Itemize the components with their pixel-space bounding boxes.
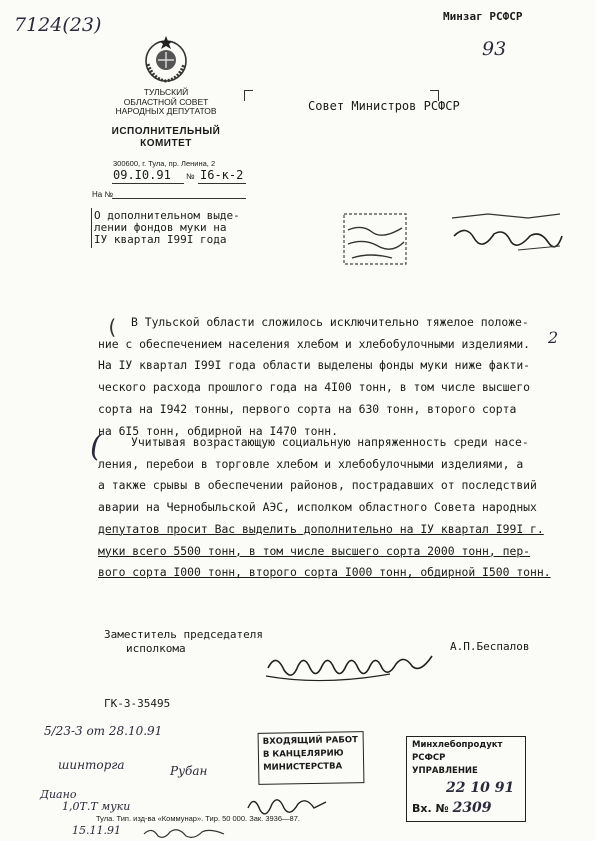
- body-line: На IУ квартал I99I года области выделены фонды муки ниже факти-: [98, 358, 531, 373]
- body-line: на 6I5 тонн, обдирной на I470 тонн.: [98, 423, 339, 438]
- body-line: ческого расхода прошлого года на 4I00 тонн, в том числе высшего: [98, 380, 531, 395]
- issuer-organization: [106, 88, 226, 117]
- subject-line: IУ квартал I99I года: [94, 233, 227, 246]
- number-prefix: №: [186, 172, 195, 181]
- committee-line: КОМИТЕТ: [140, 138, 192, 149]
- recipient: Совет Министров РСФСР: [308, 99, 460, 113]
- handwritten-note: шинторга: [58, 758, 125, 772]
- faded-stamp-scribble: [342, 210, 410, 270]
- document-number: I6-к-2: [200, 168, 244, 182]
- issuer-address: 300600, г. Тула, пр. Ленина, 2: [113, 159, 216, 168]
- reference-line: [112, 198, 246, 199]
- margin-bracket-paragraph2: (: [90, 429, 102, 464]
- coat-of-arms-emblem: [143, 34, 189, 84]
- page-number-handwritten: 93: [482, 38, 507, 60]
- margin-mark-paragraph1: (: [106, 315, 119, 339]
- body-line: Учитывая возрастающую социальную напряженность среди насе-: [131, 435, 529, 449]
- signatory-title: [104, 628, 263, 656]
- executive-committee-heading: [106, 126, 226, 150]
- subject-line: лении фондов муки на: [94, 221, 227, 234]
- stamp-date-handwritten: 22 10 91: [446, 780, 515, 796]
- handwritten-note: 5/23-3 от 28.10.91: [44, 724, 163, 738]
- recipient-corner-mark: [244, 90, 253, 101]
- signatory-title-line: Заместитель председателя: [104, 628, 263, 641]
- stamp-line: УПРАВЛЕНИЕ: [412, 766, 478, 776]
- body-line: ние с обеспечением населения хлебом и хлебобулочными изделиями.: [98, 336, 531, 351]
- body-line-underlined: вого сорта I000 тонн, второго сорта I000 тонн, обдирной I500 тонн.: [98, 565, 551, 580]
- stamp-line: В КАНЦЕЛЯРИЮ: [262, 748, 344, 760]
- stamp-line: ВХОДЯЩИЙ РАБОТ: [262, 735, 358, 747]
- registry-stamp: [406, 736, 526, 822]
- handwritten-bottom-scribble: [140, 824, 230, 840]
- date-underline: [112, 183, 184, 184]
- issuer-org-line: ТУЛЬСКИЙ: [143, 87, 189, 97]
- body-line: сорта на I942 тонны, первого сорта на 630 тонн, второго сорта: [98, 401, 517, 416]
- signature-scribble: [262, 642, 442, 690]
- stamp-incoming-label: Вх. №: [412, 802, 449, 815]
- handwritten-note: 1,0Т.Т муки: [62, 800, 131, 813]
- document-date: 09.I0.91: [113, 168, 171, 182]
- body-line-underlined: депутатов просит Вас выделить дополнительно на IУ квартал I99I г.: [98, 521, 544, 536]
- number-underline: [198, 183, 246, 184]
- body-paragraph-2: [98, 432, 551, 584]
- body-line: В Тульской области сложилось исключительно тяжелое положе-: [131, 315, 529, 329]
- body-line: аварии на Чернобыльской АЭС, исполком областного Совета народных: [98, 500, 537, 515]
- signatory-name: А.П.Беспалов: [450, 640, 530, 653]
- handwritten-note: Диано: [40, 788, 77, 801]
- stamp-incoming-number: 2309: [452, 800, 492, 816]
- handwritten-resolution-scribble: [448, 206, 566, 254]
- reference-label: На №: [92, 190, 114, 199]
- stamp-line: МИНИСТЕРСТВА: [263, 761, 343, 773]
- body-line: а также срывы в обеспечении районов, пострадавших от последствий: [98, 478, 537, 493]
- handwritten-note: Рубан: [170, 764, 208, 778]
- chancellery-stamp: [258, 731, 365, 785]
- reference-code: ГК-3-35495: [104, 697, 171, 710]
- issuer-org-line: ОБЛАСТНОЙ СОВЕТ: [123, 96, 209, 107]
- margin-mark-two: 2: [548, 328, 559, 347]
- issuer-org-line: НАРОДНЫХ ДЕПУТАТОВ: [115, 106, 217, 116]
- body-line: ления, перебои в торговле хлебом и хлебобулочными изделиями, а: [98, 456, 524, 471]
- subject: [94, 210, 240, 246]
- subject-line: О дополнительном выде-: [94, 209, 240, 222]
- signatory-title-line: исполкома: [126, 642, 186, 655]
- handwritten-note: 15.11.91: [72, 824, 121, 837]
- committee-line: ИСПОЛНИТЕЛЬНЫЙ: [111, 126, 221, 137]
- addressee-stamp: Минзаг РСФСР: [443, 10, 523, 23]
- body-paragraph-1: [98, 312, 530, 442]
- printer-imprint: Тула. Тип. изд-ва «Коммунар». Тир. 50 000. Зак. 3936—87.: [96, 814, 300, 823]
- stamp-line: Минхлебопродукт РСФСР: [412, 740, 503, 763]
- archive-number-handwritten: 7124(23): [14, 14, 102, 36]
- body-line-underlined: муки всего 5500 тонн, в том числе высшего сорта 2000 тонн, пер-: [98, 543, 531, 558]
